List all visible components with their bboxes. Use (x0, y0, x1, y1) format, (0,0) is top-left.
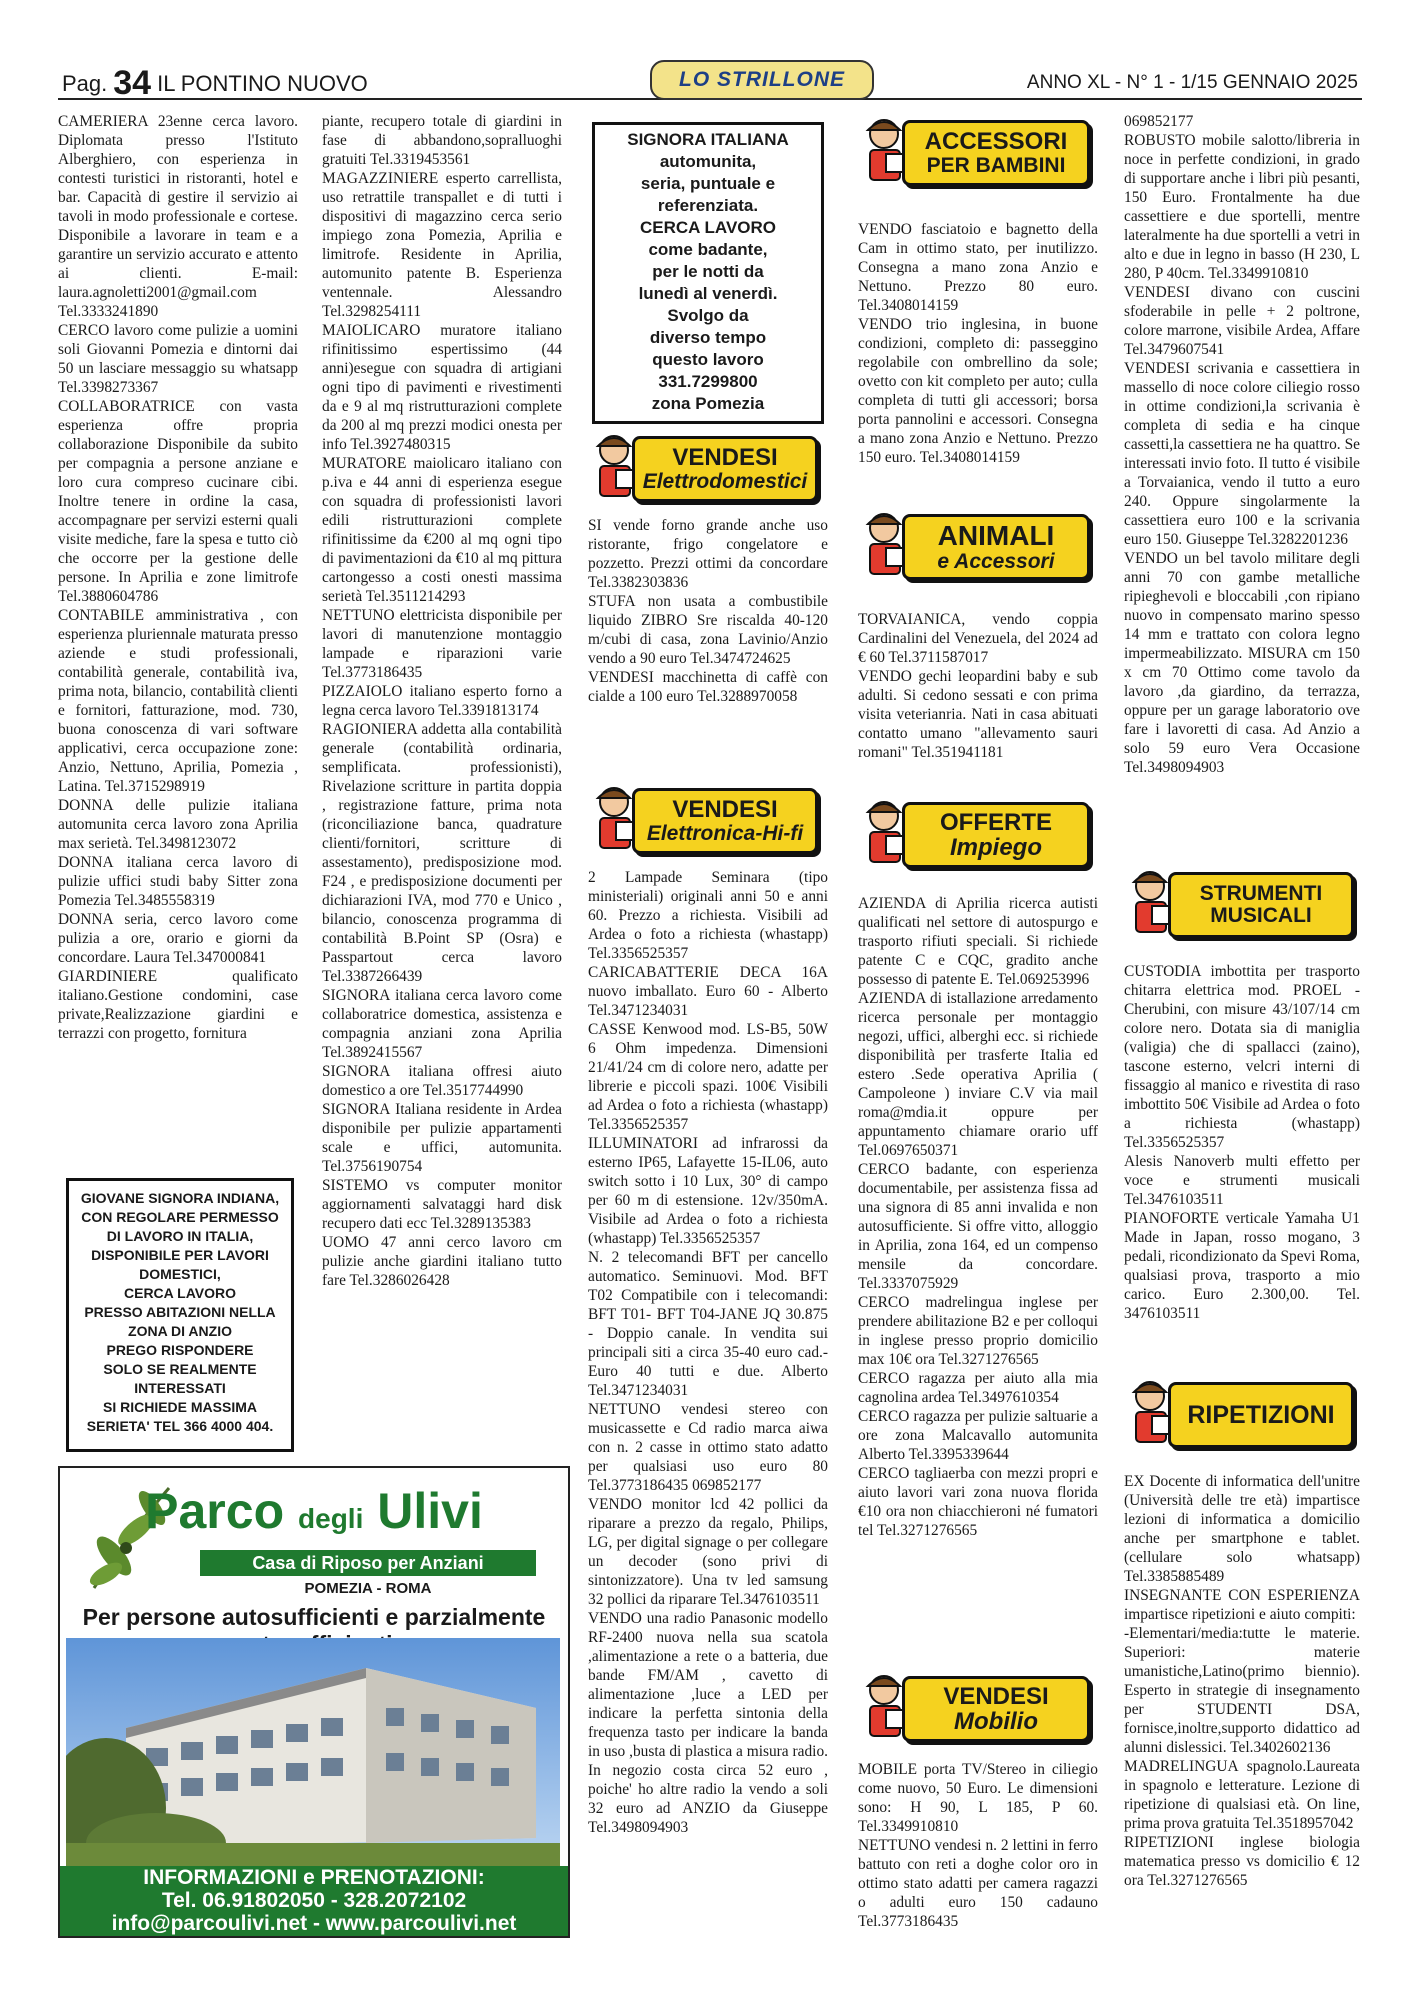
box-line: diverso tempo (649, 328, 767, 347)
classified-ad: 2 Lampade Seminara (tipo ministeriali) originali anni 50 e anni 60. Prezzo a richiesta. Visibili ad Ardea o foto a richiesta (whastapp) Tel.3356525357 (588, 869, 828, 962)
box-line: per le notti da (652, 262, 764, 281)
classified-ad: VENDO fasciatoio e bagnetto della Cam in ottimo stato, per inutilizzo. Consegna a mano zona Anzio e Nettuno. Prezzo 80 euro. Tel.3408014159 (858, 221, 1098, 314)
box-signora-badante (592, 122, 824, 424)
ad-web: info@parcoulivi.net - www.parcoulivi.net (111, 1912, 517, 1935)
classified-ad: STUFA non usata a combustibile liquido ZIBRO Sre riscalda 40-120 m/cubi di casa, zona Lavinio/Anzio vendo a 90 euro Tel.3474724625 (588, 593, 828, 667)
box-line: PRESSO ABITAZIONI NELLA (84, 1304, 276, 1320)
box-line: GIOVANE SIGNORA INDIANA, (80, 1190, 280, 1206)
box-line: INTERESSATI (134, 1380, 226, 1396)
column-2 (322, 112, 562, 1290)
classified-ad: piante, recupero totale di giardini in fase di abbandono,sopralluoghi gratuiti Tel.3319453561 (322, 113, 562, 168)
section-vendesi-mobilio (862, 1670, 1090, 1742)
column-4-mobilio (858, 1760, 1098, 1931)
classified-ad: TORVAIANICA, vendo coppia Cardinalini del Venezuela, del 2024 ad € 60 Tel.3711587017 (858, 611, 1098, 666)
classified-ad: CASSE Kenwood mod. LS-B5, 50W 6 Ohm impedenza. Dimensioni 21/41/24 cm di colore nero, adatte per librerie e piccoli spazi. 100€ Visibili ad Ardea o foto a richiesta (whastapp) Tel.3356525357 (588, 1021, 828, 1133)
box-line: Svolgo da (667, 306, 749, 325)
classified-ad: CERCO badante, con esperienza documentabile, per assistenza fissa ad una signora di 85 anni invalida e non autosufficiente. Si offre vitto, alloggio in Aprilia, zona 164, ed un compenso mensile da concordare. Tel.3337075929 (858, 1161, 1098, 1292)
classified-ad: Alesis Nanoverb multi effetto per voce e strumenti musicali Tel.3476103511 (1124, 1153, 1360, 1208)
classified-ad: RIPETIZIONI inglese biologia matematica presso vs domicilio € 12 ora Tel.3271276565 (1124, 1834, 1360, 1889)
section-heading (902, 120, 1090, 186)
classified-ad: CERCO lavoro come pulizie a uomini soli Giovanni Pomezia e dintorni dai 50 un lasciare messaggio su whatsapp Tel.3398273367 (58, 322, 298, 396)
classified-ad: SIGNORA italiana cerca lavoro come collaboratrice domestica, assistenza e compagnia anziani zona Aprilia Tel.3892415567 (322, 987, 562, 1061)
box-line: SI RICHIEDE MASSIMA (102, 1399, 257, 1415)
column-4-impiego (858, 894, 1098, 1540)
section-offerte-impiego (862, 796, 1090, 868)
section-title: OFFERTE (940, 808, 1052, 836)
ad-name-c: Ulivi (377, 1483, 483, 1539)
box-line: DISPONIBILE PER LAVORI (91, 1247, 269, 1263)
classified-ad: AZIENDA di Aprilia ricerca autisti qualificati nel settore di autospurgo e trasporto rifiuti speciali. Si richiede patente C e CQC, gradito anche possesso di patente E. Tel.069253996 (858, 895, 1098, 988)
section-heading (902, 514, 1090, 580)
classified-ad: EX Docente di informatica dell'unitre (Università delle tre età) impartisce lezioni di informatica a domicilio anche per smartphone e tablet. (cellulare solo whatsapp) Tel.3385885489 (1124, 1473, 1360, 1585)
classified-ad: MAGAZZINIERE esperto carrellista, uso retrattile transpallet e di tutti i dispositivi di magazzino cerca serio impiego zona Pomezia, Aprilia e limitrofe. Residente in Aprilia, automunito patente B. Esperienza ventennale. Alessandro Tel.3298254111 (322, 170, 562, 320)
logo-text: LO STRILLONE (679, 68, 845, 91)
section-heading (632, 788, 818, 854)
box-line: questo lavoro (652, 350, 764, 369)
parco-degli-ulivi-ad (58, 1466, 570, 1938)
classified-ad: VENDO trio inglesina, in buone condizioni, completo di: passeggino regolabile con ombrellino da sole; ovetto con kit completo per auto; culla completa di tutti gli accessori; borsa porta pannolini e accessori. Consegna a mano zona Anzio e Nettuno. Prezzo 150 euro. Tel.3408014159 (858, 316, 1098, 466)
classified-ad: VENDO monitor lcd 42 pollici da riparare a prezzo da regalo, Philips, LG, per digital signage o per collegare un decoder (sono privi di sintonizzatore). Una tv led samsung 32 pollici da riparare Tel.3476103511 (588, 1496, 828, 1608)
box-line: CERCA LAVORO (640, 218, 776, 237)
building-photo (66, 1638, 560, 1866)
classified-ad: COLLABORATRICE con vasta esperienza offre propria collaborazione Disponibile da subito per compagnia a persone anziane e loro cura compreso cucinare cibi. Inoltre tenere in ordine la casa, accompagnare per servizi esterni quali visite mediche, fare la spesa e tutto ciò che occorre per la gestione delle persone. In Aprilia e zone limitrofe Tel.3880604786 (58, 398, 298, 605)
box-line: ZONA DI ANZIO (128, 1323, 232, 1339)
classified-ad: N. 2 telecomandi BFT per cancello automatico. Seminuovi. Mod. BFT T02 Compatibile con i telecomandi: BFT T01- BFT T04-JANE JQ 30.875 - Doppio canale. In vendita sui principali siti a circa 35-40 euro cad.- Euro 40 tutti e due. Alberto Tel.3471234031 (588, 1249, 828, 1399)
section-heading (1168, 1382, 1354, 1448)
classified-ad: PIZZAIOLO italiano esperto forno a legna cerca lavoro Tel.3391813174 (322, 683, 562, 719)
classified-ad: VENDESI scrivania e cassettiera in massello di noce colore ciliegio rosso in ottime condizioni,la scrivania è completa di sedia e ha cinque cassetti,la cassettiera ne ha quattro. Se interessati invio foto. Il tutto é visibile a Torvaianica, vendo il tutto a euro 240. Oppure singolarmente la cassettiera euro 100 e la scrivania euro 150. Giuseppe Tel.3282201236 (1124, 360, 1360, 548)
box-line: CERCA LAVORO (124, 1285, 236, 1301)
classified-ad: DONNA italiana cerca lavoro di pulizie uffici studi baby Sitter zona Pomezia Tel.3485558319 (58, 854, 298, 909)
section-heading (1168, 872, 1354, 938)
page-label: Pag. (62, 71, 108, 96)
classified-ad: MURATORE maiolicaro italiano con p.iva e 44 anni di esperienza esegue con squadra di professionisti lavori edili ristrutturazioni complete rifinitissime da €200 al mq ogni tipo di pavimentazioni da €10 al mq pittura cartongesso a costi onesti massima serietà Tel.3511214293 (322, 455, 562, 605)
section-accessori-bambini (862, 114, 1090, 186)
section-subtitle: Impiego (949, 834, 1042, 861)
page-number-block (62, 64, 368, 103)
ad-city: POMEZIA - ROMA (304, 1580, 432, 1597)
classified-ad: SIGNORA italiana offresi aiuto domestico a ore Tel.3517744990 (322, 1063, 562, 1099)
ad-phones: Tel. 06.91802050 - 328.2072102 (161, 1889, 467, 1912)
section-title: RIPETIZIONI (1187, 1400, 1335, 1429)
box-line: DI LAVORO IN ITALIA, (106, 1228, 254, 1244)
classified-ad: SISTEMO vs computer monitor aggiornamenti salvataggi hard disk recupero dati ecc Tel.3289135383 (322, 1177, 562, 1232)
classified-ad: CERCO ragazza per pulizie saltuarie a ore zona Malcavallo automunita Alberto Tel.3395339644 (858, 1408, 1098, 1463)
paper-name: IL PONTINO NUOVO (157, 71, 368, 96)
classified-ad: NETTUNO elettricista disponibile per lavori di manutenzione montaggio lampade e riparazioni varie Tel.3773186435 (322, 607, 562, 681)
section-heading (902, 1676, 1090, 1742)
section-title: STRUMENTI (1199, 881, 1323, 905)
box-line: lunedì al venerdì. (638, 284, 778, 303)
classified-ad: MAIOLICARO muratore italiano rifinitissimo espertissimo (44 anni)esegue con squadra di artigiani ogni tipo di pavimenti e rivestimenti da e 9 al mq ristrutturazioni complete da 200 al mq prezzi modici onesta per info Tel.3927480315 (322, 322, 562, 453)
classified-ad: VENDO gechi leopardini baby e sub adulti. Si cedono sessati e con prima visita veterianria. Nati in casa abituati contatto umano "allevamento sauri romani" Tel.351941181 (858, 668, 1098, 761)
ad-subtitle: Casa di Riposo per Anziani (200, 1550, 536, 1576)
box-line: referenziata. (657, 196, 759, 215)
box-line: SOLO SE REALMENTE (103, 1361, 257, 1377)
section-heading (902, 802, 1090, 868)
classified-ad: UOMO 47 anni cerco lavoro cm pulizie anche giardini italiano tutto fare Tel.3286026428 (322, 1234, 562, 1289)
classified-ad: VENDESI divano con cuscini sfoderabile in pelle + 2 poltrone, colore marrone, visibile Ardea, Affare Tel.3479607541 (1124, 284, 1360, 358)
ad-contact-bar (60, 1866, 568, 1936)
column-4-animali (858, 610, 1098, 762)
column-4-bambini (858, 220, 1098, 467)
column-5-strumenti (1124, 962, 1360, 1323)
classified-ad: ROBUSTO mobile salotto/libreria in noce in perfette condizioni, in grado di supportare anche i libri più pesanti, 150 Euro. Frontalmente ha due cassettiere e due sportelli, mentre lateralmente ha due sportelli a vetri in alto e due in legno in basso (H 230, L 280, P 40cm. Tel.3349910810 (1124, 132, 1360, 282)
box-signora-indiana (66, 1178, 294, 1452)
section-ripetizioni (1128, 1376, 1354, 1448)
classified-ad: NETTUNO vendesi stereo con musicassette e Cd radio marca aiwa con n. 2 casse in ottimo stato adatto per qualsiasi uso euro 80 Tel.3773186435 069852177 (588, 1401, 828, 1494)
classified-ad: CUSTODIA imbottita per trasporto chitarra elettrica mod. PROEL - Cherubini, con misure 43/107/14 cm colore nero. Dotata sia di maniglia (valigia) che di spallacci (zaino), tascone esterno, velcri interni di fissaggio al manico e rivestita di raso imbottito 50€ Visibile ad Ardea o foto a richiesta (whastapp) Tel.3356525357 (1124, 963, 1360, 1151)
section-subtitle: PER BAMBINI (926, 153, 1066, 177)
column-5-mobilio (1124, 112, 1360, 777)
classified-ad: 069852177 (1124, 113, 1194, 130)
issue-info: ANNO XL - N° 1 - 1/15 GENNAIO 2025 (1026, 72, 1358, 93)
box-line: zona Pomezia (651, 394, 765, 413)
section-subtitle: Elettrodomestici (642, 469, 808, 493)
page-header (58, 58, 1362, 100)
section-strumenti-musicali (1128, 866, 1354, 938)
box-line: DOMESTICI, (139, 1266, 221, 1282)
section-subtitle: Elettronica-Hi-fi (646, 821, 804, 845)
page-number: 34 (113, 64, 152, 102)
classified-ad: -Elementari/media:tutte le materie. Superiori: materie umanistiche,Latino(primo biennio). Esperto in strategie di insegnamento per STUDENTI DSA, fornisce,inoltre,supporto didattico ad alunni dislessici. Tel.3402602136 (1124, 1625, 1360, 1756)
classified-ad: PIANOFORTE verticale Yamaha U1 Made in Japan, rosso mogano, 3 pedali, ricondizionato da Spevi Roma, qualsiasi prova, trasporto a mio carico. Euro 2.300,00. Tel. 3476103511 (1124, 1210, 1360, 1322)
classified-ad: CERCO ragazza per aiuto alla mia cagnolina ardea Tel.3497610354 (858, 1370, 1098, 1406)
classified-ad: CERCO tagliaerba con mezzi propri e aiuto lavori vari zona nuova florida €10 ora non chiacchieroni né fumatori tel Tel.3271276565 (858, 1465, 1098, 1539)
classified-ad: DONNA seria, cerco lavoro come pulizia a ore, orario e giorni da concordare. Laura Tel.347000841 (58, 911, 298, 966)
column-5-ripetizioni (1124, 1472, 1360, 1890)
classified-ad: NETTUNO vendesi n. 2 lettini in ferro battuto con reti a doghe color oro in ottimo stato adatti per camera ragazzi o adulti euro 150 cadauno Tel.3773186435 (858, 1837, 1098, 1930)
classified-ad: AZIENDA di istallazione arredamento ricerca personale per montaggio negozi, uffici, alberghi ecc. si richiede disponibilità per trasferte Italia ed estero .Sede operativa Aprilia ( Campoleone ) inviare C.V via mail roma@mdia.it oppure per appuntamento chiamare orario uff Tel.0697650371 (858, 990, 1098, 1159)
classified-ad: VENDESI macchinetta di caffè con cialde a 100 euro Tel.3288970058 (588, 669, 828, 705)
classified-ad: SI vende forno grande anche uso ristorante, frigo congelatore e pozzetto. Prezzi ottimi da concordare Tel.3382303836 (588, 517, 828, 591)
classified-ad: ILLUMINATORI ad infrarossi da esterno IP65, Lafayette 15-IL06, auto switch sotto i 10 Lux, 30° di campo per 60 m di estensione. 12v/350mA. Visibile ad Ardea o foto a richiesta (whastapp) Tel.3356525357 (588, 1135, 828, 1247)
classified-ad: CERCO madrelingua inglese per prendere abilitazione B2 e per colloqui in inglese presso proprio domicilio max 10€ ora Tel.3271276565 (858, 1294, 1098, 1368)
box-line: come badante, (648, 240, 768, 259)
section-heading (632, 436, 818, 502)
classified-ad: SIGNORA Italiana residente in Ardea disponibile per pulizie appartamenti scale e uffici, automunita. Tel.3756190754 (322, 1101, 562, 1175)
box-line: SIGNORA ITALIANA (627, 130, 789, 149)
section-animali (862, 508, 1090, 580)
section-vendesi-hifi (592, 782, 818, 854)
box-line: 331.7299800 (658, 372, 758, 391)
classified-ad: MADRELINGUA spagnolo.Laureata in spagnolo e letterature. Lezione di ripetizione di qualsiasi età. On line, prima prova gratuita Tel.3518957042 (1124, 1758, 1360, 1832)
strillone-logo (650, 60, 874, 100)
ad-name (60, 1482, 568, 1540)
box-line: PREGO RISPONDERE (106, 1342, 254, 1358)
section-title: ACCESSORI (924, 128, 1068, 156)
column-3-elettrodomestici (588, 516, 828, 706)
classified-ad: DONNA delle pulizie italiana automunita cerca lavoro zona Aprilia max serietà. Tel.3498123072 (58, 797, 298, 852)
section-subtitle: e Accessori (937, 549, 1055, 573)
classified-ad: CAMERIERA 23enne cerca lavoro. Diplomata presso l'Istituto Alberghiero, con esperienza in contesti turistici in ristoranti, hotel e bar. Capacità di gestire il servizio ai tavoli in modo professionale e cortese. Disponibile a lavorare in team e a garantire un servizio accurato e attento ai clienti. E-mail: laura.agnoletti2001@gmail.com Tel.3333241890 (58, 113, 298, 320)
ad-info-title: INFORMAZIONI e PRENOTAZIONI: (143, 1866, 485, 1889)
classified-ad: GIARDINIERE qualificato italiano.Gestione condomini, case private,Realizzazione giardini e terrazzi con progetto, fornitura (58, 968, 298, 1042)
classified-ad: CONTABILE amministrativa , con esperienza pluriennale maturata presso aziende e studi professionali, contabilità generale, contabilità iva, prima nota, bilancio, contabilità clienti e fornitori, fatturazione, mod. 730, buona conoscenza di vari software applicativi, cerca occupazione zone: Anzio, Nettuno, Aprilia, Pomezia , Latina. Tel.3715298919 (58, 607, 298, 795)
classified-ad: MOBILE porta TV/Stereo in ciliegio come nuovo, 50 Euro. Le dimensioni sono: H 90, L 185, P 60. Tel.3349910810 (858, 1761, 1098, 1835)
box-line: automunita, (659, 152, 757, 171)
section-subtitle: Mobilio (954, 1708, 1038, 1735)
classified-ad: CARICABATTERIE DECA 16A nuovo imballato. Euro 60 - Alberto Tel.3471234031 (588, 964, 828, 1019)
box-line: CON REGOLARE PERMESSO (81, 1209, 279, 1225)
ad-name-b: degli (298, 1503, 364, 1534)
section-title: VENDESI (672, 444, 778, 472)
section-subtitle: MUSICALI (1210, 904, 1312, 927)
box-line: SERIETA' TEL 366 4000 404. (86, 1418, 274, 1434)
classified-ad: VENDO una radio Panasonic modello RF-2400 nuova nella sua scatola ,alimentazione a rete o a batteria, due bande FM/AM , cavetto di alimentazione ,luce a LED per indicare la perfetta sintonia della frequenza tasto per indicare la banda in uso ,busta di plastica a misura radio. In negozio costa circa 52 euro , poiche' ho altre radio la vendo a soli 32 euro ad ANZIO da Giuseppe Tel.3498094903 (588, 1610, 828, 1836)
classified-ad: RAGIONIERA addetta alla contabilità generale (contabilità ordinaria, semplificata. professionisti), Rivelazione scritture in partita doppia , registrazione fatture, prima nota (riconciliazione banca, quadrature clienti/fornitori, scritture di assestamento), predisposizione mod. F24 , e predisposizione documenti per dichiarazioni IVA, mod 770 e Unico , bilancio, conoscenza programma di contabilità B.Point SP (Osra) e Passpartout cerca lavoro Tel.3387266439 (322, 721, 562, 985)
classified-ad: INSEGNANTE CON ESPERIENZA impartisce ripetizioni e aiuto compiti: (1124, 1587, 1360, 1623)
classified-ad: VENDO un bel tavolo militare degli anni 70 con gambe metalliche ripieghevoli e bloccabili ,con ripiano nuovo in compensato marino spesso 14 mm e trattato con colora legno impermeabilizzato. MISURA cm 150 x cm 70 Ottimo come tavolo da lavoro ,da giardino, da terrazza, oppure per un garage laboratorio ove fare i lavoretti di casa. Ad Anzio a solo 59 euro Vera Occasione Tel.3498094903 (1124, 550, 1360, 776)
section-title: VENDESI (672, 796, 778, 824)
ad-tagline: Per persone autosufficienti e parzialmente (82, 1604, 546, 1630)
column-3-hifi (588, 868, 828, 1837)
column-1 (58, 112, 298, 1043)
section-title: VENDESI (943, 1682, 1049, 1710)
section-vendesi-elettrodomestici (592, 430, 818, 502)
section-title: ANIMALI (937, 520, 1055, 552)
ad-name-a: Parco (145, 1483, 285, 1539)
box-line: seria, puntuale e (640, 174, 776, 193)
